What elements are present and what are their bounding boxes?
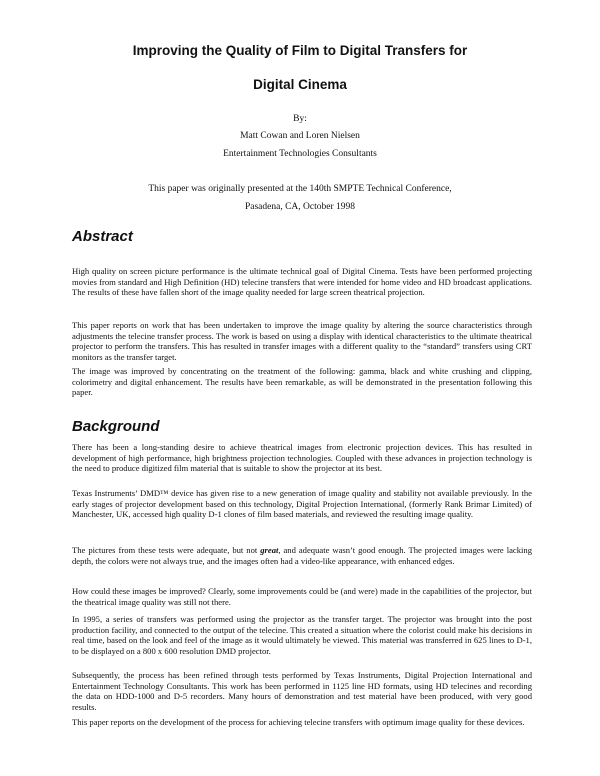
- presentation-note-line-2: Pasadena, CA, October 1998: [244, 202, 355, 212]
- background-paragraph-7: This paper reports on the development of the process for achieving telecine transfers with optimum image quality for these devices.: [72, 717, 525, 727]
- authors: Matt Cowan and Loren Nielsen: [240, 131, 360, 141]
- paragraph-text: , and adequate wasn’t good enough. The projected images were lacking depth, the colors were not always true, and the images often had a video-like appearance, with enhanced edges.: [72, 545, 533, 566]
- background-paragraph-5: In 1995, a series of transfers was performed using the projector as the transfer target. The projector was brought into the post production facility, and connected to the output of the telecine. This created a situation where the colorist could make his decisions in real time, based on the look and feel of the image as it would ultimately be viewed. This material was transferred in 625 lines to D-1, to be displayed on a 800 x 600 resolution DMD projector.: [72, 614, 532, 656]
- emphasis-great: great: [260, 545, 279, 555]
- abstract-paragraph-1: High quality on screen picture performance is the ultimate technical goal of Digital Cinema. Tests have been performed projecting movies from standard and High Definition (HD) telecine transfers that were intended for home video and HD broadcast applications. The results of these have fallen short of the image quality needed for large screen theatrical projection.: [72, 266, 532, 298]
- background-paragraph-1: There has been a long-standing desire to achieve theatrical images from electronic projection devices. This has resulted in development of high performance, high brightness projection technologies. Coupled with these advances in projection technology is the need to produce digitized film material that is suitable to show the projector at its best.: [72, 442, 532, 474]
- abstract-paragraph-2: This paper reports on work that has been undertaken to improve the image quality by altering the source characteristics through adjustments the telecine transfer process. The work is based on using a display with identical characteristics to the ultimate theatrical projector to perform the transfers. This has resulted in transfer images with a different quality to the “standard” transfers using CRT monitors as the transfer target.: [72, 320, 532, 362]
- abstract-paragraph-3: The image was improved by concentrating on the treatment of the following: gamma, black and white crushing and clipping, colorimetry and digital enhancement. The results have been remarkable, as will be demonstrated in the presentation following this paper.: [72, 366, 532, 398]
- paper-title-line-1: Improving the Quality of Film to Digital Transfers for: [132, 43, 468, 58]
- background-paragraph-2: Texas Instruments’ DMD™ device has given rise to a new generation of image quality and stability not available previously. In the early stages of projector development based on this technology, Digital Projection International, (formerly Rank Brimar Limited) of Manchester, UK, accessed high quality D-1 clones of film based materials, and reviewed the resulting image quality.: [72, 488, 532, 520]
- by-label: By:: [293, 114, 307, 124]
- presentation-note-line-1: This paper was originally presented at the 140th SMPTE Technical Conference,: [148, 184, 452, 194]
- background-heading: Background: [72, 418, 160, 435]
- affiliation: Entertainment Technologies Consultants: [223, 149, 377, 159]
- background-paragraph-4: How could these images be improved? Clearly, some improvements could be (and were) made in the capabilities of the projector, but the theatrical image quality was still not there.: [72, 586, 532, 607]
- background-paragraph-6: Subsequently, the process has been refined through tests performed by Texas Instruments, Digital Projection International and Entertainment Technology Consultants. This work has been performed in 1125 line HD formats, using HD telecines and recording the data on HDD-1000 and D-5 recorders. Many hours of demonstration and test material have been produced, with very good results.: [72, 670, 532, 712]
- paper-title-line-2: Digital Cinema: [253, 77, 347, 92]
- background-paragraph-3: [72, 545, 532, 566]
- paragraph-text: The pictures from these tests were adequate, but not: [72, 545, 261, 555]
- abstract-heading: Abstract: [72, 228, 133, 245]
